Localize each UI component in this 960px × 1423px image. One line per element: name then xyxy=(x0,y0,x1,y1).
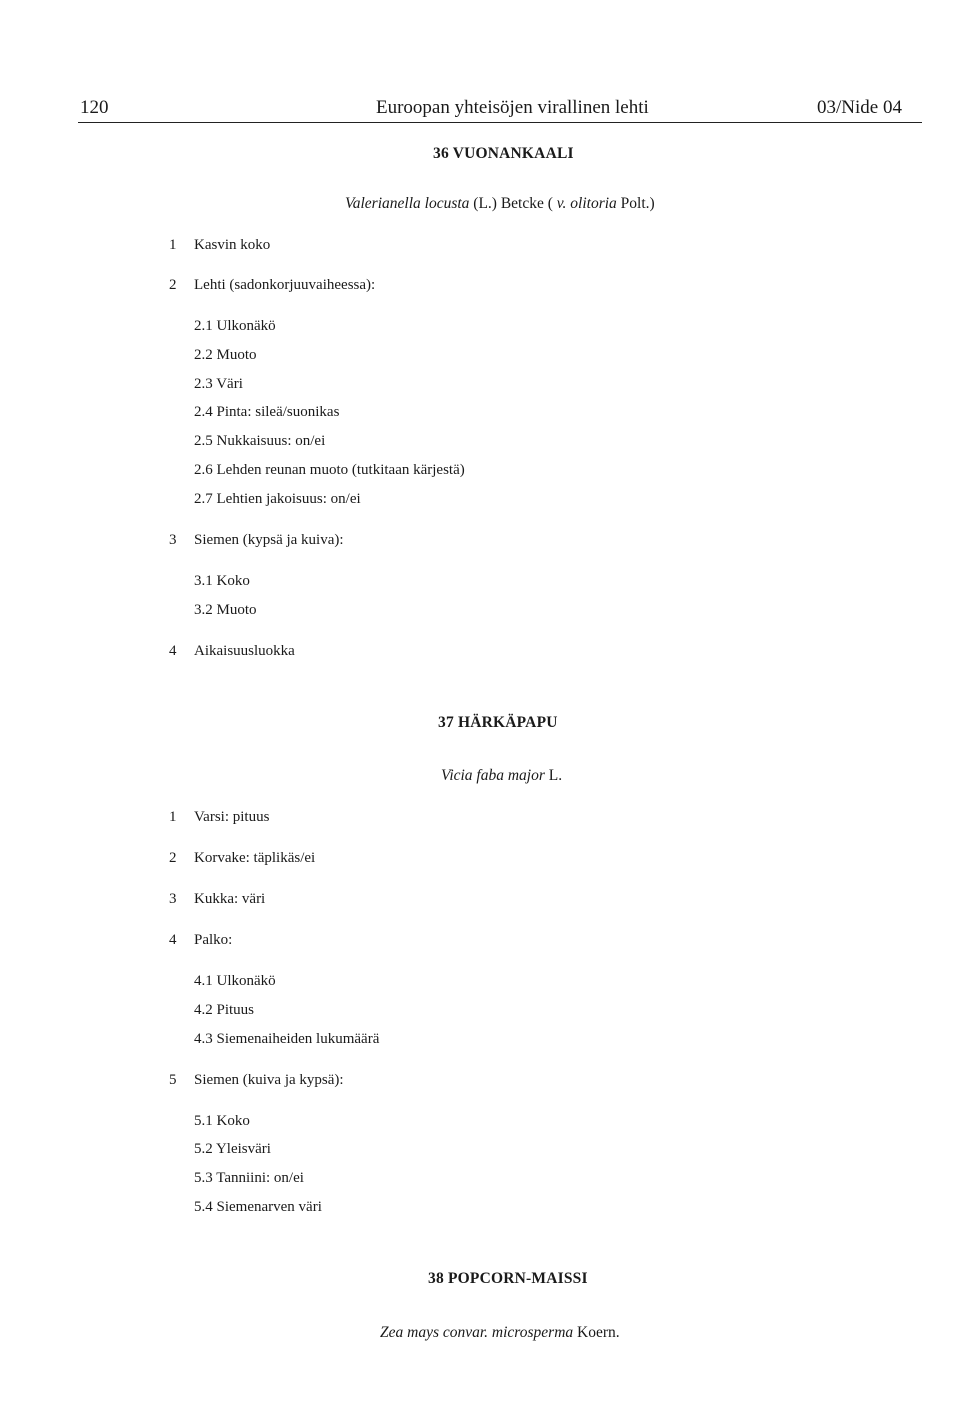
list-item: Lehti (sadonkorjuuvaiheessa): xyxy=(194,277,376,293)
list-item: Palko: xyxy=(194,932,233,948)
item-number: 1 xyxy=(169,237,177,253)
item-number: 5 xyxy=(169,1072,177,1088)
latin-species: Zea mays convar. microsperma xyxy=(380,1324,574,1341)
list-subitem: 3.2 Muoto xyxy=(194,602,257,618)
item-number: 1 xyxy=(169,809,177,825)
list-item: Kukka: väri xyxy=(194,891,266,907)
section-36-title: 36 VUONANKAALI xyxy=(433,145,574,162)
section-38-latin-name xyxy=(380,1324,620,1342)
list-item: Korvake: täplikäs/ei xyxy=(194,850,316,866)
item-number: 4 xyxy=(169,932,177,948)
item-number: 2 xyxy=(169,277,177,293)
latin-variety: v. olitoria xyxy=(556,195,617,212)
list-item: Aikaisuusluokka xyxy=(194,643,295,659)
list-subitem: 5.3 Tanniini: on/ei xyxy=(194,1170,304,1186)
list-subitem: 2.7 Lehtien jakoisuus: on/ei xyxy=(194,491,361,507)
list-item: Varsi: pituus xyxy=(194,809,270,825)
list-subitem: 3.1 Koko xyxy=(194,573,250,589)
latin-genus: Valerianella locusta xyxy=(345,195,470,212)
list-subitem: 2.5 Nukkaisuus: on/ei xyxy=(194,433,326,449)
publication-title: Euroopan yhteisöjen virallinen lehti xyxy=(376,97,649,118)
section-38-title: 38 POPCORN-MAISSI xyxy=(428,1270,588,1287)
page-number: 120 xyxy=(80,97,109,118)
list-subitem: 4.3 Siemenaiheiden lukumäärä xyxy=(194,1031,380,1047)
list-subitem: 2.6 Lehden reunan muoto (tutkitaan kärjestä) xyxy=(194,462,465,478)
list-item: Kasvin koko xyxy=(194,237,271,253)
latin-species: Vicia faba major xyxy=(441,767,545,784)
volume-label: 03/Nide 04 xyxy=(817,97,902,118)
item-number: 2 xyxy=(169,850,177,866)
header-rule xyxy=(78,122,922,123)
item-number: 4 xyxy=(169,643,177,659)
latin-author: L. xyxy=(548,767,563,784)
list-subitem: 4.2 Pituus xyxy=(194,1002,255,1018)
item-number: 3 xyxy=(169,891,177,907)
list-subitem: 5.2 Yleisväri xyxy=(194,1141,271,1157)
section-37-latin-name xyxy=(441,767,562,785)
latin-author: Koern. xyxy=(577,1324,620,1341)
item-number: 3 xyxy=(169,532,177,548)
list-subitem: 5.4 Siemenarven väri xyxy=(194,1199,322,1215)
list-subitem: 2.2 Muoto xyxy=(194,347,257,363)
list-subitem: 5.1 Koko xyxy=(194,1113,250,1129)
list-subitem: 4.1 Ulkonäkö xyxy=(194,973,276,989)
section-37-title: 37 HÄRKÄPAPU xyxy=(438,714,558,731)
section-36-latin-name xyxy=(345,195,655,213)
latin-author: (L.) Betcke ( xyxy=(473,195,553,212)
list-item: Siemen (kypsä ja kuiva): xyxy=(194,532,344,548)
list-subitem: 2.4 Pinta: sileä/suonikas xyxy=(194,404,340,420)
list-item: Siemen (kuiva ja kypsä): xyxy=(194,1072,344,1088)
list-subitem: 2.1 Ulkonäkö xyxy=(194,318,276,334)
list-subitem: 2.3 Väri xyxy=(194,376,243,392)
latin-variety-author: Polt.) xyxy=(620,195,655,212)
